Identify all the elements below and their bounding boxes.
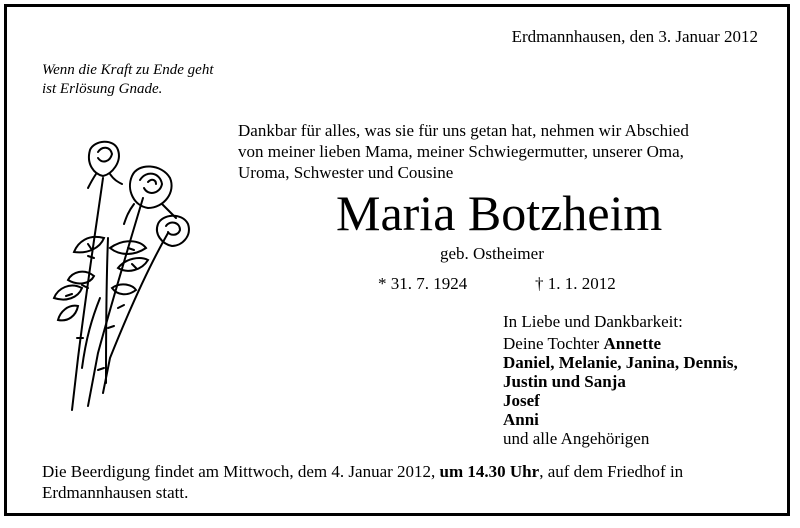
mourners-list: [503, 334, 738, 448]
deceased-name: Maria Botzheim: [336, 185, 663, 241]
mourner-grandchildren-1: Daniel, Melanie, Janina, Dennis,: [503, 353, 738, 372]
mourner-closing: und alle Angehörigen: [503, 429, 650, 448]
mourner-name-3: Josef: [503, 391, 540, 410]
intro-line-1: Dankbar für alles, was sie für uns getan hat, nehmen wir Abschied: [238, 121, 689, 140]
mourner-daughter: [503, 334, 738, 353]
motto-line-2: ist Erlösung Gnade.: [42, 81, 163, 97]
funeral-notice: [42, 461, 683, 503]
daughter-name: Annette: [603, 334, 662, 353]
death-date: † 1. 1. 2012: [535, 274, 616, 293]
maiden-name: geb. Ostheimer: [440, 244, 544, 263]
intro-line-2: von meiner lieben Mama, meiner Schwiegermutter, unserer Oma,: [238, 142, 684, 161]
intro-line-3: Uroma, Schwester und Cousine: [238, 163, 454, 182]
funeral-line-2: Erdmannhausen statt.: [42, 483, 189, 502]
daughter-prefix: Deine Tochter: [503, 334, 600, 353]
dateline: Erdmannhausen, den 3. Januar 2012: [511, 27, 758, 46]
funeral-line-1: [42, 461, 683, 482]
motto: [42, 61, 214, 99]
birth-date: * 31. 7. 1924: [378, 274, 468, 293]
mourner-grandchildren-2: Justin und Sanja: [503, 372, 626, 391]
funeral-part-2: , auf dem Friedhof in: [539, 462, 684, 481]
funeral-part-1: Die Beerdigung findet am Mittwoch, dem 4. Januar 2012,: [42, 462, 436, 481]
mourner-name-4: Anni: [503, 410, 539, 429]
funeral-time: um 14.30 Uhr: [439, 462, 540, 481]
mourners-heading: In Liebe und Dankbarkeit:: [503, 312, 683, 331]
intro-text: [238, 120, 689, 183]
roses-illustration-icon: [48, 138, 198, 413]
motto-line-1: Wenn die Kraft zu Ende geht: [42, 62, 214, 78]
